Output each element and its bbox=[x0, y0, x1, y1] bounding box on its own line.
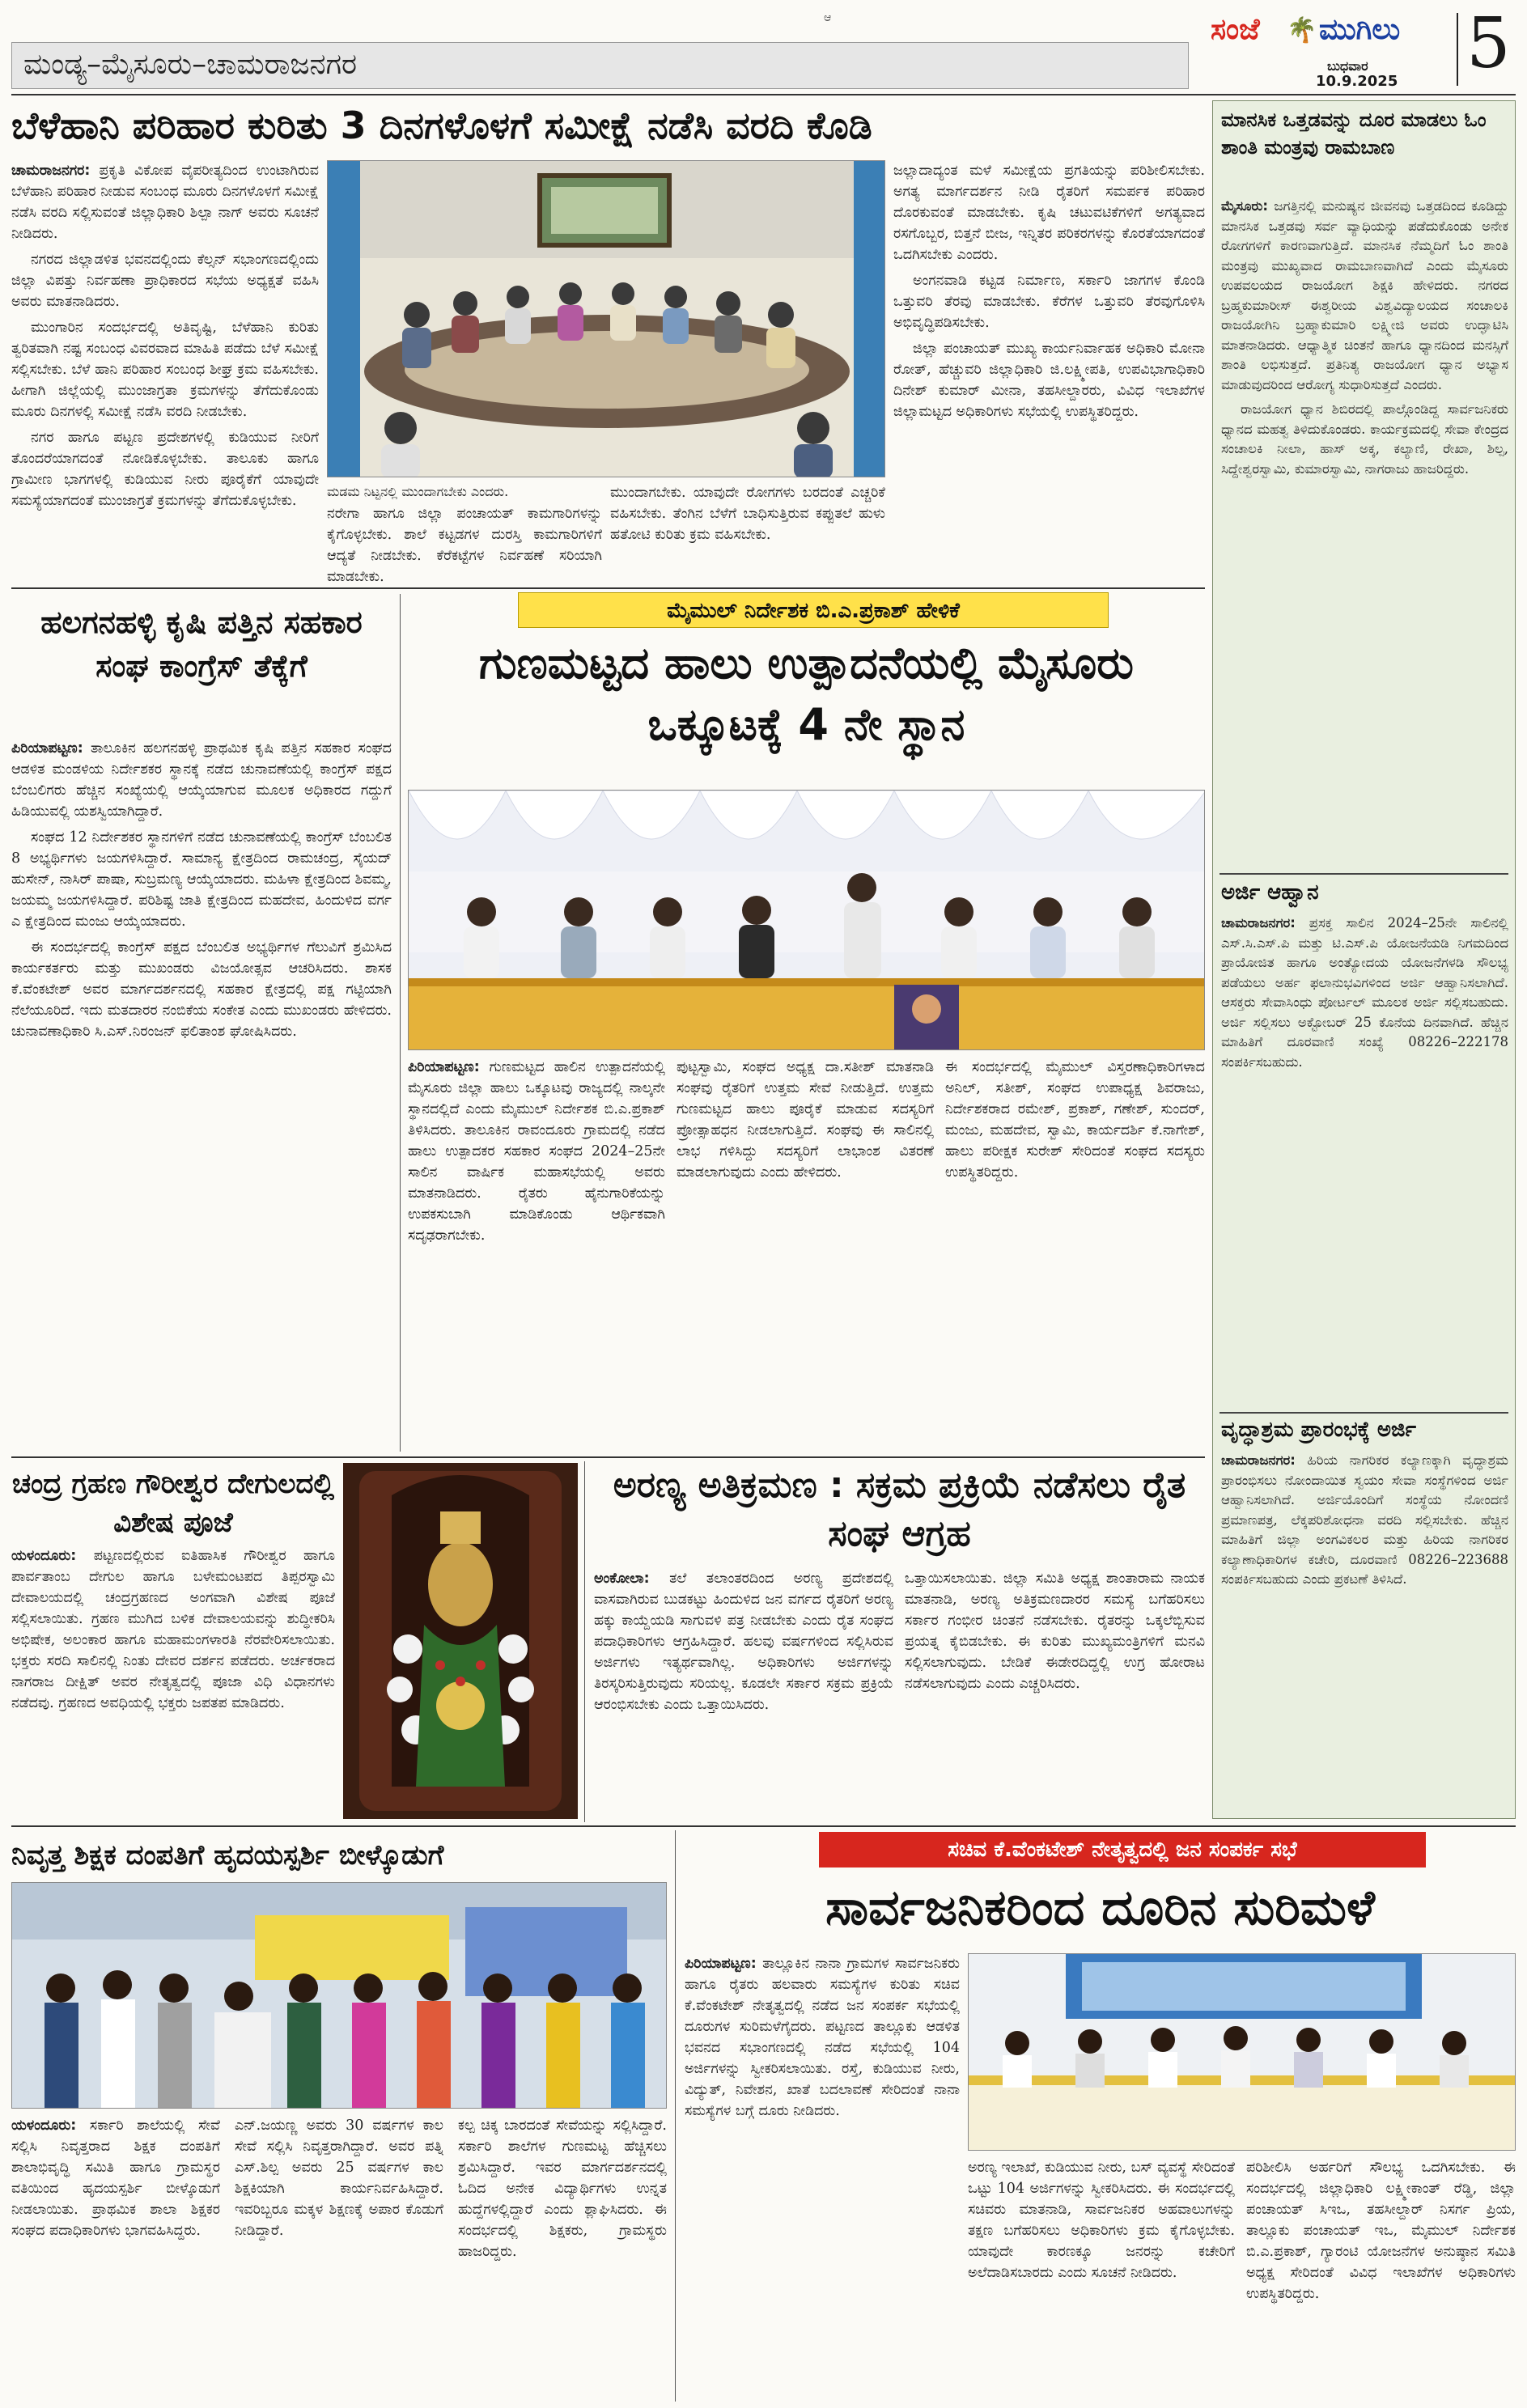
story7-headline: ಸಾರ್ವಜನಿಕರಿಂದ ದೂರಿನ ಸುರಿಮಳೆ bbox=[825, 1880, 1375, 1936]
story5-col2: ಒತ್ತಾಯಿಸಲಾಯಿತು. ಜಿಲ್ಲಾ ಸಮಿತಿ ಅಧ್ಯಕ್ಷ ಶಾಂತಾರಾಮ ನಾಯಕ ಮಾತನಾಡಿ, ಅರಣ್ಯ ಅತಿಕ್ರಮಣದಾರರ ಸಮಸ್ಯೆ ಬಗೆಹರಿಸಲು ಸರ್ಕಾರ ಗಂಭೀರ ಚಿಂತನೆ ನಡೆಸಬೇಕು. ರೈತರನ್ನು ಒಕ್ಕಲೆಬ್ಬಿಸುವ ಪ್ರಯತ್ನ ಕೈಬಿಡಬೇಕು. ಈ ಕುರಿತು ಮುಖ್ಯಮಂತ್ರಿಗಳಿಗೆ ಮನವಿ ಸಲ್ಲಿಸಲಾಗುವುದು. ಬೇಡಿಕೆ ಈಡೇರದಿದ್ದಲ್ಲಿ ಉಗ್ರ ಹೋರಾಟ ನಡೆಸಲಾಗುವುದು ಎಂದು ಎಚ್ಚರಿಸಿದರು. bbox=[905, 1571, 1205, 1692]
story1-p4: ನಗರ ಹಾಗೂ ಪಟ್ಟಣ ಪ್ರದೇಶಗಳಲ್ಲಿ ಕುಡಿಯುವ ನೀರಿಗೆ ತೊಂದರೆಯಾಗದಂತೆ ನೋಡಿಕೊಳ್ಳಬೇಕು. ತಾಲೂಕು ಹಾಗೂ ಗ್ರಾಮೀಣ ಭಾಗಗಳಲ್ಲಿ ಕುಡಿಯುವ ನೀರು ಪೂರೈಕೆಗೆ ಯಾವುದೇ ಸಮಸ್ಯೆಯಾಗದಂತೆ ಮುಂಜಾಗ್ರತೆ ಕ್ರಮಗಳನ್ನು ತೆಗೆದುಕೊಳ್ಳಬೇಕು. bbox=[11, 430, 319, 509]
story1-dateline: ಚಾಮರಾಜನಗರ: bbox=[11, 163, 91, 179]
masthead-rule bbox=[11, 94, 1516, 95]
section-band bbox=[11, 42, 1189, 89]
story5-headline: ಅರಣ್ಯ ಅತಿಕ್ರಮಣ : ಸಕ್ರಮ ಪ್ರಕ್ರಿಯೆ ನಡೆಸಲು ರೈತ ಸಂಘ ಆಗ್ರಹ bbox=[613, 1465, 1186, 1554]
story1-p3: ಮುಂಗಾರಿನ ಸಂದರ್ಭದಲ್ಲಿ ಅತಿವೃಷ್ಟಿ, ಬೆಳೆಹಾನಿ ಕುರಿತು ತ್ವರಿತವಾಗಿ ನಷ್ಟ ಸಂಬಂಧ ವಿವರವಾದ ಮಾಹಿತಿ ಪಡೆದು ಬೆಳೆ ಸಮೀಕ್ಷೆ ಸಲ್ಲಿಸಬೇಕು. ಬೆಳೆ ಹಾನಿ ಪರಿಹಾರ ಸಂಬಂಧ ಶೀಘ್ರ ಕ್ರಮ ವಹಿಸಬೇಕು. ಹೀಗಾಗಿ ಜಿಲ್ಲೆಯಲ್ಲಿ ಮುಂಜಾಗ್ರತಾ ಕ್ರಮಗಳನ್ನು ತೆಗೆದುಕೊಂಡು ಮೂರು ದಿನಗಳಲ್ಲಿ ಸಮೀಕ್ಷೆ ನಡೆಸಿ ವರದಿ ನೀಡಬೇಕು. bbox=[11, 320, 319, 420]
sidebar-box2-dateline: ಚಾಮರಾಜನಗರ: bbox=[1221, 915, 1296, 931]
story1-col2b: ಮುಂದಾಗಬೇಕು. ಯಾವುದೇ ರೋಗಗಳು ಬರದಂತೆ ಎಚ್ಚರಿಕೆ ವಹಿಸಬೇಕು. ತೆಂಗಿನ ಬೆಳೆಗೆ ಬಾಧಿಸುತ್ತಿರುವ ಕಪ್ಪುತಲೆ ಹುಳು ಹತೋಟಿ ಕುರಿತು ಕ್ರಮ ವಹಿಸಬೇಕು. bbox=[610, 485, 885, 543]
sidebar-box2-title: ಅರ್ಜಿ ಆಹ್ವಾನ bbox=[1221, 880, 1319, 905]
story3-headline: ಗುಣಮಟ್ಟದ ಹಾಲು ಉತ್ಪಾದನೆಯಲ್ಲಿ ಮೈಸೂರು ಒಕ್ಕೂಟಕ್ಕೆ 4 ನೇ ಸ್ಥಾನ bbox=[479, 638, 1134, 750]
story1-col1 bbox=[11, 160, 319, 581]
sidebar-text1-body: ಜಗತ್ತಿನಲ್ಲಿ ಮನುಷ್ಯನ ಜೀವನವು ಒತ್ತಡದಿಂದ ಕೂಡಿದ್ದು ಮಾನಸಿಕ ಒತ್ತಡವು ಸರ್ವ ವ್ಯಾಧಿಯನ್ನು ಪಡೆದುಕೊಂಡು ಅನೇಕ ರೋಗಗಳಿಗೆ ಕಾರಣವಾಗುತ್ತಿದೆ. ಮಾನಸಿಕ ನೆಮ್ಮದಿಗೆ ಓಂ ಶಾಂತಿ ಮಂತ್ರವು ಮುಖ್ಯವಾದ ರಾಮಬಾಣವಾಗಿದೆ ಎಂದು ಮೈಸೂರು ಉಪವಲಯದ ರಾಜಯೋಗ ಶಿಕ್ಷಕಿ ಹೇಳಿದರು. ನಗರದ ಬ್ರಹ್ಮಕುಮಾರೀಸ್ ಈಶ್ವರೀಯ ವಿಶ್ವವಿದ್ಯಾಲಯದ ಸಂಚಾಲಕಿ ರಾಜಯೋಗಿನಿ ಬ್ರಹ್ಮಾಕುಮಾರಿ ಲಕ್ಷ್ಮೀಜಿ ಅವರು ಉದ್ಘಾಟಿಸಿ ಮಾತನಾಡಿದರು. ಆಧ್ಯಾತ್ಮಿಕ ಚಿಂತನೆ ಹಾಗೂ ಧ್ಯಾನದಿಂದ ಮನಸ್ಸಿಗೆ ಶಾಂತಿ ಲಭಿಸುತ್ತದೆ. ಪ್ರತಿನಿತ್ಯ ರಾಜಯೋಗ ಧ್ಯಾನ ಅಭ್ಯಾಸ ಮಾಡುವುದರಿಂದ ಆರೋಗ್ಯ ಸುಧಾರಿಸುತ್ತದೆ ಎಂದರು. bbox=[1221, 198, 1508, 392]
story7-tag bbox=[819, 1832, 1426, 1867]
jana-samparka-photo bbox=[968, 1953, 1516, 2151]
story1-caption: ಮಡಮ ನಿಟ್ಟನಲ್ಲಿ ಮುಂದಾಗಬೇಕು ಎಂದರು. bbox=[327, 484, 509, 499]
story5-dateline: ಅಂಕೋಲಾ: bbox=[594, 1571, 650, 1587]
story7-col2: ಅರಣ್ಯ ಇಲಾಖೆ, ಕುಡಿಯುವ ನೀರು, ಬಸ್ ವ್ಯವಸ್ಥೆ ಸೇರಿದಂತೆ ಒಟ್ಟು 104 ಅರ್ಜಿಗಳನ್ನು ಸ್ವೀಕರಿಸಿದರು. ಈ ಸಂದರ್ಭದಲ್ಲಿ ಸಚಿವರು ಮಾತನಾಡಿ, ಸಾರ್ವಜನಿಕರ ಅಹವಾಲುಗಳನ್ನು ತಕ್ಷಣ ಬಗೆಹರಿಸಲು ಅಧಿಕಾರಿಗಳು ಕ್ರಮ ಕೈಗೊಳ್ಳಬೇಕು. ಯಾವುದೇ ಕಾರಣಕ್ಕೂ ಜನರನ್ನು ಕಚೇರಿಗೆ ಅಲೆದಾಡಿಸಬಾರದು ಎಂದು ಸೂಚನೆ ನೀಡಿದರು. bbox=[968, 2160, 1235, 2281]
sidebar-box3-text: ಹಿರಿಯ ನಾಗರಿಕರ ಕಲ್ಯಾಣಕ್ಕಾಗಿ ವೃದ್ಧಾಶ್ರಮ ಪ್ರಾರಂಭಿಸಲು ನೋಂದಾಯಿತ ಸ್ವಯಂ ಸೇವಾ ಸಂಸ್ಥೆಗಳಿಂದ ಅರ್ಜಿ ಆಹ್ವಾನಿಸಲಾಗಿದೆ. ಅರ್ಜಿಯೊಂದಿಗೆ ಸಂಸ್ಥೆಯ ನೋಂದಣಿ ಪ್ರಮಾಣಪತ್ರ, ಲೆಕ್ಕಪರಿಶೋಧನಾ ವರದಿ ಸಲ್ಲಿಸಬೇಕು. ಹೆಚ್ಚಿನ ಮಾಹಿತಿಗೆ ಜಿಲ್ಲಾ ಅಂಗವಿಕಲರ ಮತ್ತು ಹಿರಿಯ ನಾಗರಿಕರ ಕಲ್ಯಾಣಾಧಿಕಾರಿಗಳ ಕಚೇರಿ, ದೂರವಾಣಿ 08226–223688 ಸಂಪರ್ಕಿಸಬಹುದು ಎಂದು ಪ್ರಕಟಣೆ ತಿಳಿಸಿದೆ. bbox=[1221, 1452, 1508, 1587]
story3-col1 bbox=[408, 1057, 665, 1452]
sidebar-dateline: ಮೈಸೂರು: bbox=[1221, 198, 1268, 214]
page-number: 5 bbox=[1466, 3, 1511, 84]
brand-logo bbox=[1211, 13, 1450, 58]
brand-name-a: ಸಂಜೆ bbox=[1211, 13, 1260, 46]
story3-dateline: ಪಿರಿಯಾಪಟ್ಟಣ: bbox=[408, 1059, 480, 1075]
dairy-meeting-photo bbox=[408, 790, 1205, 1050]
story5-col1 bbox=[594, 1568, 893, 1821]
story4-divider bbox=[584, 1461, 585, 1822]
story2-headline: ಹಲಗನಹಳ್ಳಿ ಕೃಷಿ ಪತ್ತಿನ ಸಹಕಾರ ಸಂಘ ಕಾಂಗ್ರೆಸ್ ತೆಕ್ಕೆಗೆ bbox=[40, 604, 363, 684]
story7-col3: ಪರಿಶೀಲಿಸಿ ಅರ್ಹರಿಗೆ ಸೌಲಭ್ಯ ಒದಗಿಸಬೇಕು. ಈ ಸಂದರ್ಭದಲ್ಲಿ ಜಿಲ್ಲಾಧಿಕಾರಿ ಲಕ್ಷ್ಮೀಕಾಂತ್ ರೆಡ್ಡಿ, ಜಿಲ್ಲಾ ಪಂಚಾಯತ್ ಸಿಇಒ, ತಹಸೀಲ್ದಾರ್ ನಿಸರ್ಗ ಪ್ರಿಯ, ತಾಲ್ಲೂಕು ಪಂಚಾಯತ್ ಇಒ, ಮೈಮುಲ್ ನಿರ್ದೇಶಕ ಬಿ.ಎ.ಪ್ರಕಾಶ್, ಗ್ಯಾರಂಟಿ ಯೋಜನೆಗಳ ಅನುಷ್ಠಾನ ಸಮಿತಿ ಅಧ್ಯಕ್ಷ ಸೇರಿದಂತೆ ವಿವಿಧ ಇಲಾಖೆಗಳ ಅಧಿಕಾರಿಗಳು ಉಪಸ್ಥಿತರಿದ್ದರು. bbox=[1246, 2160, 1516, 2302]
story1-headline: ಬೆಳೆಹಾನಿ ಪರಿಹಾರ ಕುರಿತು 3 ದಿನಗಳೊಳಗೆ ಸಮೀಕ್ಷೆ ನಡೆಸಿ ವರದಿ ಕೊಡಿ bbox=[11, 104, 872, 147]
story7-col1 bbox=[685, 1953, 960, 2400]
story1-col2a: ನರೇಗಾ ಹಾಗೂ ಜಿಲ್ಲಾ ಪಂಚಾಯತ್ ಕಾಮಗಾರಿಗಳನ್ನು ಕೈಗೊಳ್ಳಬೇಕು. ಶಾಲೆ ಕಟ್ಟಡಗಳ ದುರಸ್ತಿ ಕಾಮಗಾರಿಗಳಿಗೆ ಆದ್ಯತೆ ನೀಡಬೇಕು. ಕೆರೆಕಟ್ಟೆಗಳ ನಿರ್ವಹಣೆ ಸರಿಯಾಗಿ ಮಾಡಬೇಕು. bbox=[327, 506, 602, 584]
sidebar-box3 bbox=[1221, 1451, 1508, 1812]
story6-headline: ನಿವೃತ್ತ ಶಿಕ್ಷಕ ದಂಪತಿಗೆ ಹೃದಯಸ್ಪರ್ಶಿ ಬೀಳ್ಕೊಡುಗೆ bbox=[11, 1839, 444, 1872]
story6-col3: ಕಲ್ಪ ಚಿಕ್ಕ ಬಾರದಂತೆ ಸೇವೆಯನ್ನು ಸಲ್ಲಿಸಿದ್ದಾರೆ. ಸರ್ಕಾರಿ ಶಾಲೆಗಳ ಗುಣಮಟ್ಟ ಹೆಚ್ಚಿಸಲು ಶ್ರಮಿಸಿದ್ದಾರೆ. ಇವರ ಮಾರ್ಗದರ್ಶನದಲ್ಲಿ ಓದಿದ ಅನೇಕ ವಿದ್ಯಾರ್ಥಿಗಳು ಉನ್ನತ ಹುದ್ದೆಗಳಲ್ಲಿದ್ದಾರೆ ಎಂದು ಶ್ಲಾಘಿಸಿದರು. ಈ ಸಂದರ್ಭದಲ್ಲಿ ಶಿಕ್ಷಕರು, ಗ್ರಾಮಸ್ಥರು ಹಾಜರಿದ್ದರು. bbox=[458, 2118, 667, 2260]
story6-c1: ಸರ್ಕಾರಿ ಶಾಲೆಯಲ್ಲಿ ಸೇವೆ ಸಲ್ಲಿಸಿ ನಿವೃತ್ತರಾದ ಶಿಕ್ಷಕ ದಂಪತಿಗೆ ಶಾಲಾಭಿವೃದ್ಧಿ ಸಮಿತಿ ಹಾಗೂ ಗ್ರಾಮಸ್ಥರ ವತಿಯಿಂದ ಹೃದಯಸ್ಪರ್ಶಿ ಬೀಳ್ಕೊಡುಗೆ ನೀಡಲಾಯಿತು. ಪ್ರಾಥಮಿಕ ಶಾಲಾ ಶಿಕ್ಷಕರ ಸಂಘದ ಪದಾಧಿಕಾರಿಗಳು ಭಾಗವಹಿಸಿದ್ದರು. bbox=[11, 2118, 220, 2239]
story2-dateline: ಪಿರಿಯಾಪಟ್ಟಣ: bbox=[11, 740, 83, 757]
story6-dateline: ಯಳಂದೂರು: bbox=[11, 2118, 77, 2134]
brand-name-b: ಮುಗಿಲು bbox=[1319, 13, 1401, 46]
story2-text2: ಸಂಘದ 12 ನಿರ್ದೇಶಕರ ಸ್ಥಾನಗಳಿಗೆ ನಡೆದ ಚುನಾವಣೆಯಲ್ಲಿ ಕಾಂಗ್ರೆಸ್ ಬೆಂಬಲಿತ 8 ಅಭ್ಯರ್ಥಿಗಳು ಜಯಗಳಿಸಿದ್ದಾರೆ. ಸಾಮಾನ್ಯ ಕ್ಷೇತ್ರದಿಂದ ರಾಮಚಂದ್ರ, ಸೈಯದ್ ಹುಸೇನ್, ನಾಸಿರ್ ಪಾಷಾ, ಸುಬ್ರಮಣ್ಯ ಆಯ್ಕೆಯಾದರು. ಮಹಿಳಾ ಕ್ಷೇತ್ರದಿಂದ ಶಿವಮ್ಮ, ಜಯಮ್ಮ ಜಯಗಳಿಸಿದ್ದಾರೆ. ಪರಿಶಿಷ್ಟ ಜಾತಿ ಕ್ಷೇತ್ರದಿಂದ ಮಹದೇವ, ಹಿಂದುಳಿದ ವರ್ಗ ಎ ಕ್ಷೇತ್ರದಿಂದ ಮಂಜು ಆಯ್ಕೆಯಾದರು. bbox=[11, 829, 392, 930]
story7-dateline: ಪಿರಿಯಾಪಟ್ಟಣ: bbox=[685, 1956, 757, 1972]
meeting-photo bbox=[327, 160, 885, 477]
sidebar-box3-dateline: ಚಾಮರಾಜನಗರ: bbox=[1221, 1452, 1296, 1468]
story7-tag-text: ಸಚಿವ ಕೆ.ವೆಂಕಟೇಶ್ ನೇತೃತ್ವದಲ್ಲಿ ಜನ ಸಂಪರ್ಕ ಸಭೆ bbox=[948, 1838, 1297, 1862]
palm-icon: 🌴 bbox=[1287, 16, 1317, 45]
section-title: ಮಂಡ್ಯ–ಮೈಸೂರು–ಚಾಮರಾಜನಗರ bbox=[23, 48, 358, 81]
story2-divider bbox=[400, 594, 401, 1452]
sidebar bbox=[1212, 100, 1516, 1819]
story1-col3a: ಜಲ್ಲಾದಾದ್ಯಂತ ಮಳೆ ಸಮೀಕ್ಷೆಯ ಪ್ರಗತಿಯನ್ನು ಪರಿಶೀಲಿಸಬೇಕು. ಅಗತ್ಯ ಮಾರ್ಗದರ್ಶನ ನೀಡಿ ರೈತರಿಗೆ ಸಮರ್ಪಕ ಪರಿಹಾರ ದೊರಕುವಂತೆ ಮಾಡಬೇಕು. ಕೃಷಿ ಚಟುವಟಿಕೆಗಳಿಗೆ ಅಗತ್ಯವಾದ ರಸಗೊಬ್ಬರ, ಬಿತ್ತನೆ ಬೀಜ, ಇನ್ನಿತರ ಪರಿಕರಗಳನ್ನು ಕೊರತೆಯಾಗದಂತೆ ಒದಗಿಸಬೇಕು ಎಂದರು. bbox=[893, 163, 1205, 263]
story3-tag-text: ಮೈಮುಲ್ ನಿರ್ದೇಶಕ ಬಿ.ಎ.ಪ್ರಕಾಶ್ ಹೇಳಿಕೆ bbox=[667, 599, 960, 623]
story4-body bbox=[11, 1545, 335, 1821]
story1-lead: ಪ್ರಕೃತಿ ವಿಕೋಪ ವೈಪರೀತ್ಯದಿಂದ ಉಂಟಾಗಿರುವ ಬೆಳೆಹಾನಿ ಪರಿಹಾರ ನೀಡುವ ಸಂಬಂಧ ಮೂರು ದಿನಗಳೊಳಗೆ ಸಮೀಕ್ಷೆ ನಡೆಸಿ ವರದಿ ಸಲ್ಲಿಸುವಂತೆ ಜಿಲ್ಲಾಧಿಕಾರಿ ಶಿಲ್ಪಾ ನಾಗ್ ಅವರು ಸೂಚನೆ ನೀಡಿದರು. bbox=[11, 163, 319, 242]
story3-c1: ಗುಣಮಟ್ಟದ ಹಾಲಿನ ಉತ್ಪಾದನೆಯಲ್ಲಿ ಮೈಸೂರು ಜಿಲ್ಲಾ ಹಾಲು ಒಕ್ಕೂಟವು ರಾಜ್ಯದಲ್ಲಿ ನಾಲ್ಕನೇ ಸ್ಥಾನದಲ್ಲಿದೆ ಎಂದು ಮೈಮುಲ್ ನಿರ್ದೇಶಕ ಬಿ.ಎ.ಪ್ರಕಾಶ್ ತಿಳಿಸಿದರು. ತಾಲೂಕಿನ ರಾವಂದೂರು ಗ್ರಾಮದಲ್ಲಿ ನಡೆದ ಹಾಲು ಉತ್ಪಾದಕರ ಸಹಕಾರ ಸಂಘದ 2024–25ನೇ ಸಾಲಿನ ವಾರ್ಷಿಕ ಮಹಾಸಭೆಯಲ್ಲಿ ಅವರು ಮಾತನಾಡಿದರು. ರೈತರು ಹೈನುಗಾರಿಕೆಯನ್ನು ಉಪಕಸುಬಾಗಿ ಮಾಡಿಕೊಂಡು ಆರ್ಥಿಕವಾಗಿ ಸದೃಢರಾಗಬೇಕು. bbox=[408, 1059, 665, 1244]
story4-dateline: ಯಳಂದೂರು: bbox=[11, 1548, 77, 1564]
temple-idol-photo bbox=[343, 1463, 578, 1819]
sidebar-box3-title: ವೃದ್ಧಾಶ್ರಮ ಪ್ರಾರಂಭಕ್ಕೆ ಅರ್ಜಿ bbox=[1221, 1418, 1416, 1442]
top-marker: ಆ bbox=[824, 11, 832, 24]
story6-col1 bbox=[11, 2115, 220, 2398]
story3-col3: ಈ ಸಂದರ್ಭದಲ್ಲಿ ಮೈಮುಲ್ ವಿಸ್ತರಣಾಧಿಕಾರಿಗಳಾದ ಅನಿಲ್, ಸತೀಶ್, ಸಂಘದ ಉಪಾಧ್ಯಕ್ಷ ಶಿವರಾಜು, ನಿರ್ದೇಶಕರಾದ ರಮೇಶ್, ಪ್ರಕಾಶ್, ಗಣೇಶ್, ಸುಂದರ್, ಮಂಜು, ಮಹದೇವ, ಸ್ವಾಮಿ, ಕಾರ್ಯದರ್ಶಿ ಕೆ.ನಾಗೇಶ್, ಹಾಲು ಪರೀಕ್ಷಕ ಸುರೇಶ್ ಸೇರಿದಂತೆ ಸಂಘದ ಸದಸ್ಯರು ಉಪಸ್ಥಿತರಿದ್ದರು. bbox=[945, 1059, 1205, 1181]
story5-c1: ತಲೆ ತಲಾಂತರದಿಂದ ಅರಣ್ಯ ಪ್ರದೇಶದಲ್ಲಿ ವಾಸವಾಗಿರುವ ಬುಡಕಟ್ಟು ಹಿಂದುಳಿದ ಜನ ವರ್ಗದ ರೈತರಿಗೆ ಅರಣ್ಯ ಹಕ್ಕು ಕಾಯ್ದೆಯಡಿ ಸಾಗುವಳಿ ಪತ್ರ ನೀಡಬೇಕು ಎಂದು ರೈತ ಸಂಘದ ಪದಾಧಿಕಾರಿಗಳು ಆಗ್ರಹಿಸಿದ್ದಾರೆ. ಹಲವು ವರ್ಷಗಳಿಂದ ಸಲ್ಲಿಸಿರುವ ಅರ್ಜಿಗಳು ಇತ್ಯರ್ಥವಾಗಿಲ್ಲ. ಅಧಿಕಾರಿಗಳು ಅರ್ಜಿಗಳನ್ನು ತಿರಸ್ಕರಿಸುತ್ತಿರುವುದು ಸರಿಯಲ್ಲ. ಕೂಡಲೇ ಸರ್ಕಾರ ಸಕ್ರಮ ಪ್ರಕ್ರಿಯೆ ಆರಂಭಿಸಬೇಕು ಎಂದು ಒತ್ತಾಯಿಸಿದರು. bbox=[594, 1571, 893, 1713]
story2-text1: ತಾಲೂಕಿನ ಹಲಗನಹಳ್ಳಿ ಪ್ರಾಥಮಿಕ ಕೃಷಿ ಪತ್ತಿನ ಸಹಕಾರ ಸಂಘದ ಆಡಳಿತ ಮಂಡಳಿಯ ನಿರ್ದೇಶಕರ ಸ್ಥಾನಕ್ಕೆ ನಡೆದ ಚುನಾವಣೆಯಲ್ಲಿ ಕಾಂಗ್ರೆಸ್ ಪಕ್ಷದ ಬೆಂಬಲಿಗರು ಹೆಚ್ಚಿನ ಸಂಖ್ಯೆಯಲ್ಲಿ ಆಯ್ಕೆಯಾಗುವ ಮೂಲಕ ಅಧಿಕಾರದ ಗದ್ದುಗೆ ಹಿಡಿಯುವಲ್ಲಿ ಯಶಸ್ವಿಯಾಗಿದ್ದಾರೆ. bbox=[11, 740, 392, 820]
sidebar-rule-1 bbox=[1219, 873, 1508, 875]
story4-headline: ಚಂದ್ರ ಗ್ರಹಣ ಗೌರೀಶ್ವರ ದೇಗುಲದಲ್ಲಿ ವಿಶೇಷ ಪೂಜೆ bbox=[11, 1468, 335, 1539]
sidebar-headline: ಮಾನಸಿಕ ಒತ್ತಡವನ್ನು ದೂರ ಮಾಡಲು ಓಂ ಶಾಂತಿ ಮಂತ್ರವು ರಾಮಬಾಣ bbox=[1221, 108, 1487, 159]
story2-body bbox=[11, 738, 392, 1450]
story3-tag bbox=[518, 592, 1109, 628]
page-no-divider bbox=[1457, 13, 1458, 86]
farewell-photo bbox=[11, 1882, 667, 2109]
story7-c1: ತಾಲ್ಲೂಕಿನ ನಾನಾ ಗ್ರಾಮಗಳ ಸಾರ್ವಜನಿಕರು ಹಾಗೂ ರೈತರು ಹಲವಾರು ಸಮಸ್ಯೆಗಳ ಕುರಿತು ಸಚಿವ ಕೆ.ವೆಂಕಟೇಶ್ ನೇತೃತ್ವದಲ್ಲಿ ನಡೆದ ಜನ ಸಂಪರ್ಕ ಸಭೆಯಲ್ಲಿ ದೂರುಗಳ ಸುರಿಮಳೆಗೈದರು. ಪಟ್ಟಣದ ತಾಲ್ಲೂಕು ಆಡಳಿತ ಭವನದ ಸಭಾಂಗಣದಲ್ಲಿ ನಡೆದ ಸಭೆಯಲ್ಲಿ 104 ಅರ್ಜಿಗಳನ್ನು ಸ್ವೀಕರಿಸಲಾಯಿತು. ರಸ್ತೆ, ಕುಡಿಯುವ ನೀರು, ವಿದ್ಯುತ್, ನಿವೇಶನ, ಖಾತೆ ಬದಲಾವಣೆ ಸೇರಿದಂತೆ ನಾನಾ ಸಮಸ್ಯೆಗಳ ಬಗ್ಗೆ ದೂರು ನೀಡಿದರು. bbox=[685, 1956, 960, 2119]
story1-col3c: ಜಿಲ್ಲಾ ಪಂಚಾಯತ್ ಮುಖ್ಯ ಕಾರ್ಯನಿರ್ವಾಹಕ ಅಧಿಕಾರಿ ಮೋನಾ ರೋತ್, ಹೆಚ್ಚುವರಿ ಜಿಲ್ಲಾಧಿಕಾರಿ ಜಿ.ಲಕ್ಷ್ಮೀಪತಿ, ಉಪವಿಭಾಗಾಧಿಕಾರಿ ದಿನೇಶ್ ಕುಮಾರ್ ಮೀನಾ, ತಹಸೀಲ್ದಾರರು, ವಿವಿಧ ಇಲಾಖೆಗಳ ಜಿಲ್ಲಾಮಟ್ಟದ ಅಧಿಕಾರಿಗಳು ಸಭೆಯಲ್ಲಿ ಉಪಸ್ಥಿತರಿದ್ದರು. bbox=[893, 341, 1205, 420]
story6-divider bbox=[675, 1830, 676, 2402]
sidebar-rule-2 bbox=[1219, 1412, 1508, 1414]
rule-after-row3 bbox=[11, 1825, 1516, 1827]
rule-after-story3 bbox=[11, 1456, 1205, 1458]
sidebar-box2 bbox=[1221, 914, 1508, 1407]
story3-col2: ಪುಟ್ಟಸ್ವಾಮಿ, ಸಂಘದ ಅಧ್ಯಕ್ಷ ದಾ.ಸತೀಶ್ ಮಾತನಾಡಿ ಸಂಘವು ರೈತರಿಗೆ ಉತ್ತಮ ಸೇವೆ ನೀಡುತ್ತಿದೆ. ಉತ್ತಮ ಗುಣಮಟ್ಟದ ಹಾಲು ಪೂರೈಕೆ ಮಾಡುವ ಸದಸ್ಯರಿಗೆ ಪ್ರೋತ್ಸಾಹಧನ ನೀಡಲಾಗುತ್ತಿದೆ. ಸಂಘವು ಈ ಸಾಲಿನಲ್ಲಿ ಲಾಭ ಗಳಿಸಿದ್ದು ಸದಸ್ಯರಿಗೆ ಲಾಭಾಂಶ ವಿತರಣೆ ಮಾಡಲಾಗುವುದು ಎಂದು ಹೇಳಿದರು. bbox=[677, 1059, 934, 1181]
issue-date: 10.9.2025 bbox=[1316, 73, 1398, 90]
sidebar-text1 bbox=[1221, 197, 1508, 868]
rule-after-story1 bbox=[11, 587, 1205, 589]
issue-day: ಬುಧವಾರ bbox=[1327, 58, 1368, 74]
story1-col3 bbox=[893, 160, 1205, 581]
story1-col3b: ಅಂಗನವಾಡಿ ಕಟ್ಟಡ ನಿರ್ಮಾಣ, ಸರ್ಕಾರಿ ಜಾಗಗಳ ಕೊಂಡಿ ಒತ್ತುವರಿ ತೆರವು ಮಾಡಬೇಕು. ಕೆರೆಗಳ ಒತ್ತುವರಿ ತೆರವುಗೊಳಿಸಿ ಅಭಿವೃದ್ಧಿಪಡಿಸಬೇಕು. bbox=[893, 273, 1205, 331]
story6-col2: ಎನ್.ಜಯಣ್ಣ ಅವರು 30 ವರ್ಷಗಳ ಕಾಲ ಸೇವೆ ಸಲ್ಲಿಸಿ ನಿವೃತ್ತರಾಗಿದ್ದಾರೆ. ಅವರ ಪತ್ನಿ ಎಸ್.ಶಿಲ್ಪ ಅವರು 25 ವರ್ಷಗಳ ಕಾಲ ಶಿಕ್ಷಕಿಯಾಗಿ ಕಾರ್ಯನಿರ್ವಹಿಸಿದ್ದಾರೆ. ಇವರಿಬ್ಬರೂ ಮಕ್ಕಳ ಶಿಕ್ಷಣಕ್ಕೆ ಅಪಾರ ಕೊಡುಗೆ ನೀಡಿದ್ದಾರೆ. bbox=[235, 2118, 443, 2239]
sidebar-text2: ರಾಜಯೋಗ ಧ್ಯಾನ ಶಿಬಿರದಲ್ಲಿ ಪಾಲ್ಗೊಂಡಿದ್ದ ಸಾರ್ವಜನಿಕರು ಧ್ಯಾನದ ಮಹತ್ವ ತಿಳಿದುಕೊಂಡರು. ಕಾರ್ಯಕ್ರಮದಲ್ಲಿ ಸೇವಾ ಕೇಂದ್ರದ ಸಂಚಾಲಕಿ ನೀಲಾ, ಹಾಸ್ ಅಕ್ಕ, ಕಲ್ಯಾಣಿ, ರೇಖಾ, ಶಿಲ್ಪ, ಸಿದ್ದೇಶ್ವರಸ್ವಾಮಿ, ಕುಮಾರಸ್ವಾಮಿ, ನಾಗರಾಜು ಹಾಜರಿದ್ದರು. bbox=[1221, 401, 1508, 477]
story1-p2: ನಗರದ ಜಿಲ್ಲಾಡಳಿತ ಭವನದಲ್ಲಿಂದು ಕೆಲ್ಸನ್ ಸಭಾಂಗಣದಲ್ಲಿಂದು ಜಿಲ್ಲಾ ವಿಪತ್ತು ನಿರ್ವಹಣಾ ಪ್ರಾಧಿಕಾರದ ಸಭೆಯ ಅಧ್ಯಕ್ಷತೆ ವಹಿಸಿ ಅವರು ಮಾತನಾಡಿದರು. bbox=[11, 252, 319, 310]
story4-text: ಪಟ್ಟಣದಲ್ಲಿರುವ ಐತಿಹಾಸಿಕ ಗೌರೀಶ್ವರ ಹಾಗೂ ಪಾರ್ವತಾಂಬ ದೇಗುಲ ಹಾಗೂ ಬಳೇಮಂಟಪದ ತಿಪ್ಪರಸ್ವಾಮಿ ದೇವಾಲಯದಲ್ಲಿ ಚಂದ್ರಗ್ರಹಣದ ಅಂಗವಾಗಿ ವಿಶೇಷ ಪೂಜೆ ಸಲ್ಲಿಸಲಾಯಿತು. ಗ್ರಹಣ ಮುಗಿದ ಬಳಿಕ ದೇವಾಲಯವನ್ನು ಶುದ್ಧೀಕರಿಸಿ ಅಭಿಷೇಕ, ಅಲಂಕಾರ ಹಾಗೂ ಮಹಾಮಂಗಳಾರತಿ ನೆರವೇರಿಸಲಾಯಿತು. ಭಕ್ತರು ಸರದಿ ಸಾಲಿನಲ್ಲಿ ನಿಂತು ದೇವರ ದರ್ಶನ ಪಡೆದರು. ಅರ್ಚಕರಾದ ನಾಗರಾಜ ದೀಕ್ಷಿತ್ ಅವರ ನೇತೃತ್ವದಲ್ಲಿ ಪೂಜಾ ವಿಧಿ ವಿಧಾನಗಳು ನಡೆದವು. ಗ್ರಹಣದ ಅವಧಿಯಲ್ಲಿ ಭಕ್ತರು ಜಪತಪ ಮಾಡಿದರು. bbox=[11, 1548, 335, 1711]
story2-text3: ಈ ಸಂದರ್ಭದಲ್ಲಿ ಕಾಂಗ್ರೆಸ್ ಪಕ್ಷದ ಬೆಂಬಲಿತ ಅಭ್ಯರ್ಥಿಗಳ ಗೆಲುವಿಗೆ ಶ್ರಮಿಸಿದ ಕಾರ್ಯಕರ್ತರು ಮತ್ತು ಮುಖಂಡರು ವಿಜಯೋತ್ಸವ ಆಚರಿಸಿದರು. ಶಾಸಕ ಕೆ.ವೆಂಕಟೇಶ್ ಅವರ ಮಾರ್ಗದರ್ಶನದಲ್ಲಿ ಸಹಕಾರ ಕ್ಷೇತ್ರದಲ್ಲಿ ಪಕ್ಷ ಗಟ್ಟಿಯಾಗಿ ನೆಲೆಯೂರಿದೆ. ಇದು ಮತದಾರರ ನಂಬಿಕೆಯ ಸಂಕೇತ ಎಂದು ಮುಖಂಡರು ಹೇಳಿದರು. ಚುನಾವಣಾಧಿಕಾರಿ ಸಿ.ಎಸ್.ನಿರಂಜನ್ ಫಲಿತಾಂಶ ಘೋಷಿಸಿದರು. bbox=[11, 939, 392, 1040]
sidebar-box2-text: ಪ್ರಸಕ್ತ ಸಾಲಿನ 2024–25ನೇ ಸಾಲಿನಲ್ಲಿ ಎಸ್.ಸಿ.ಎಸ್.ಪಿ ಮತ್ತು ಟಿ.ಎಸ್.ಪಿ ಯೋಜನೆಯಡಿ ನಿಗಮದಿಂದ ಪ್ರಾಯೋಜಿತ ಹಾಗೂ ಅಂತ್ಯೋದಯ ಯೋಜನೆಗಳಡಿ ಸೌಲಭ್ಯ ಪಡೆಯಲು ಅರ್ಹ ಫಲಾನುಭವಿಗಳಿಂದ ಅರ್ಜಿ ಆಹ್ವಾನಿಸಲಾಗಿದೆ. ಆಸಕ್ತರು ಸೇವಾಸಿಂಧು ಪೋರ್ಟಲ್ ಮೂಲಕ ಅರ್ಜಿ ಸಲ್ಲಿಸಬಹುದು. ಅರ್ಜಿ ಸಲ್ಲಿಸಲು ಅಕ್ಟೋಬರ್ 25 ಕೊನೆಯ ದಿನವಾಗಿದೆ. ಹೆಚ್ಚಿನ ಮಾಹಿತಿಗೆ ದೂರವಾಣಿ ಸಂಖ್ಯೆ 08226–222178 ಸಂಪರ್ಕಿಸಬಹುದು. bbox=[1221, 915, 1508, 1070]
